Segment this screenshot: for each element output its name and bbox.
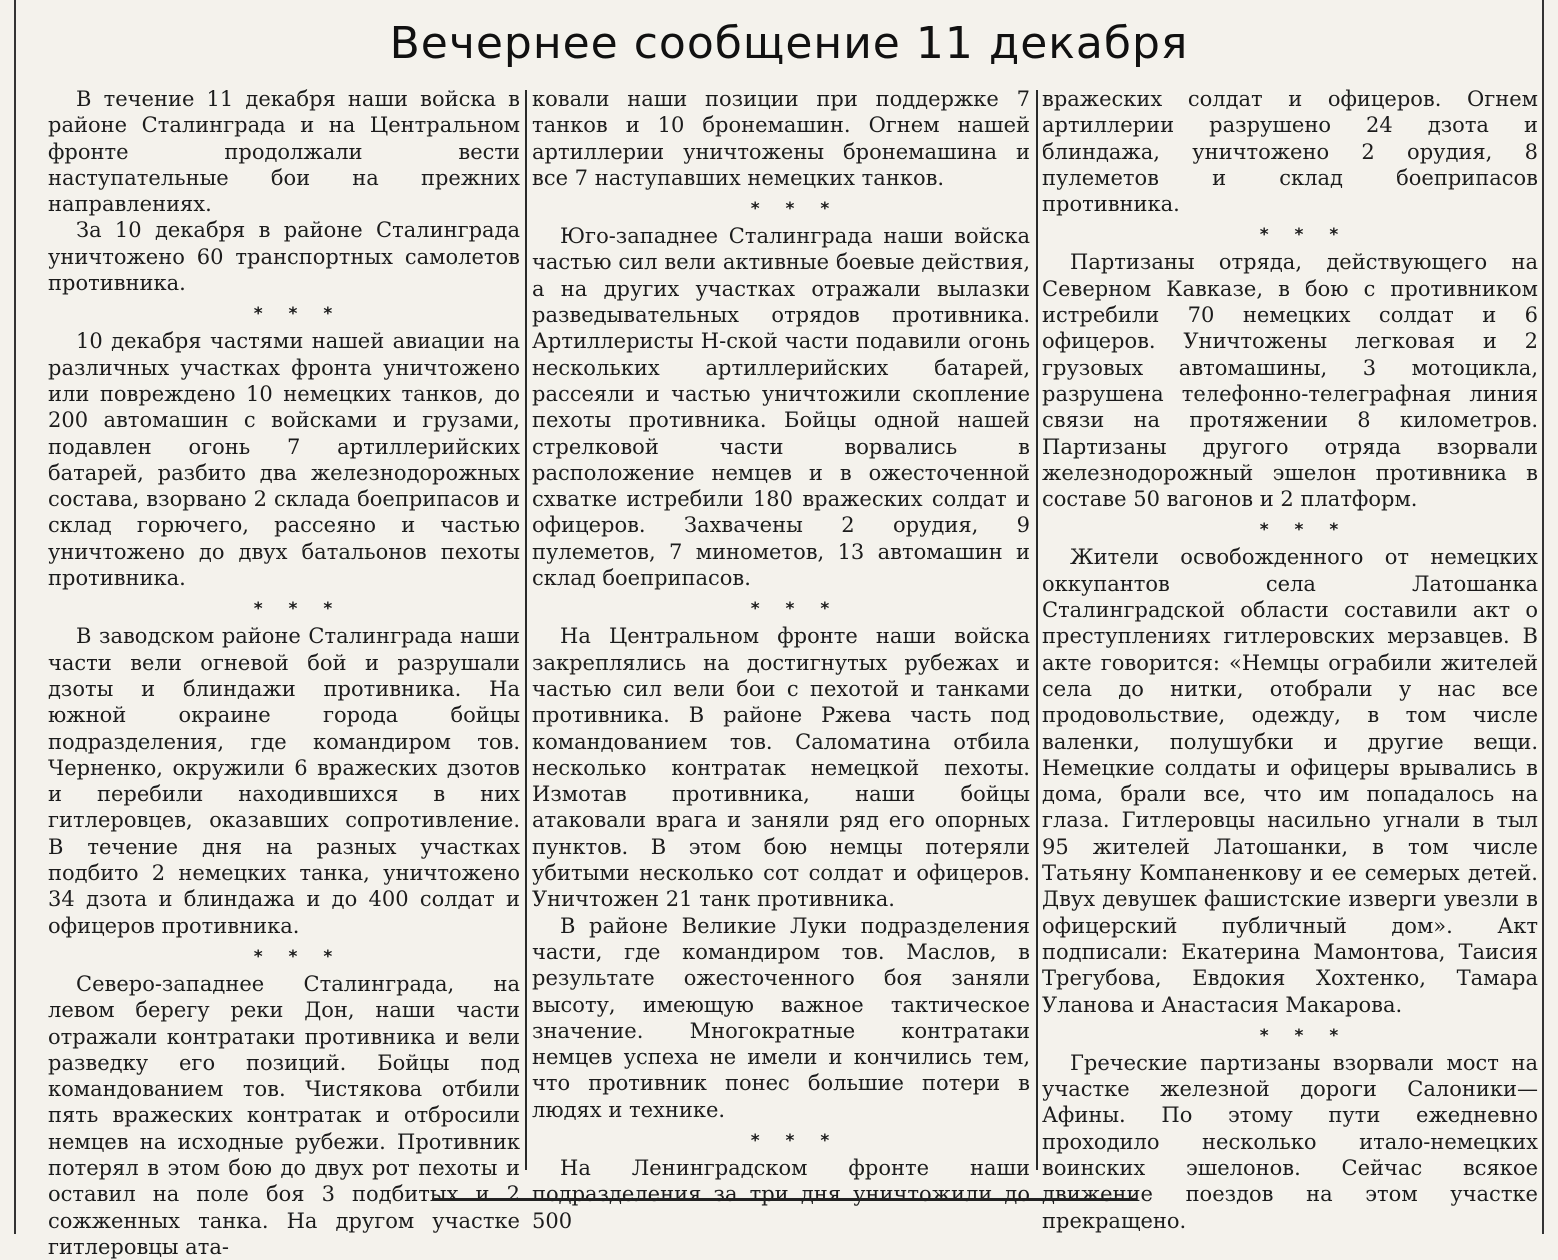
bottom-rule (432, 1198, 1136, 1201)
paragraph: 10 декабря частями нашей авиации на различных участках фронта уничтожено или повреждено 10 немецких танков, до 200 автомашин с войсками и грузами, подавлен огонь 7 артиллерийских батарей, разбито два железнодорожных состава, взорвано 2 склада боеприпасов и склад горючего, рассеяно и частью уничтожено до двух батальонов пехоты противника. (48, 329, 520, 591)
article-column-3 (1042, 86, 1538, 1233)
paragraph: В заводском районе Сталинграда наши части вели огневой бой и разрушали дзоты и блиндажи противника. На южной окраине города бойцы подразделения, где командиром тов. Черненко, окружили 6 вражеских дзотов и перебили находившихся в них гитлеровцев, оказавших сопротивление. В течение дня на разных участках подбито 2 немецких танка, уничтожено 34 дзота и блиндажа и до 400 солдат и офицеров противника. (48, 624, 520, 938)
paragraph: Греческие партизаны взорвали мост на участке железной дороги Салоники—Афины. По этому пути ежедневно проходило несколько итало-немецких воинских эшелонов. Сейчас всякое движение поездов на этом участке прекращено. (1042, 1050, 1538, 1233)
paragraph: В районе Великие Луки подразделения части, где командиром тов. Маслов, в результате ожесточенного боя заняли высоту, имеющую важное тактическое значение. Многократные контратаки немцев успеха не имели и кончились тем, что противник понес большие потери в людях и технике. (532, 913, 1030, 1122)
paragraph: Северо-западнее Сталинграда, на левом берегу реки Дон, наши части отражали контратаки противника и вели разведку его позиций. Бойцы под командованием тов. Чистякова отбили пять вражеских контратак и отбросили немцев на исходные рубежи. Противник потерял в этом бою до двух рот пехоты и оставил на поле боя 3 подбитых и 2 сожженных танка. На другом участке гитлеровцы ата- (48, 971, 520, 1259)
section-separator: * * * (1259, 520, 1349, 541)
section-separator: * * * (750, 199, 840, 220)
section-separator: * * * (253, 304, 343, 325)
left-page-margin (0, 0, 16, 1234)
page-title: Вечернее сообщение 11 декабря (389, 18, 1189, 69)
paragraph: Партизаны отряда, действующего на Северном Кавказе, в бою с противником истребили 70 немецких солдат и 6 офицеров. Уничтожены легковая и 2 грузовых автомашины, 3 мотоцикла, разрушена телефонно-телеграфная линия связи на протяжении 8 километров. Партизаны другого отряда взорвали железнодорожный эшелон противника в составе 50 вагонов и 2 платформ. (1042, 250, 1538, 512)
paragraph: На Центральном фронте наши войска закреплялись на достигнутых рубежах и частью сил вели бои с пехотой и танками противника. В районе Ржева часть под командованием тов. Саломатина отбила несколько контратак немецкой пехоты. Измотав противника, наши бойцы атаковали врага и заняли ряд его опорных пунктов. В этом бою немцы потеряли убитыми несколько сот солдат и офицеров. Уничтожен 21 танк противника. (532, 624, 1030, 912)
section-separator: * * * (750, 599, 840, 620)
paragraph: Юго-западнее Сталинграда наши войска частью сил вели активные боевые действия, а на других участках отражали вылазки разведывательных отрядов противника. Артиллеристы Н-ской части подавили огонь нескольких артиллерийских батарей, рассеяли и частью уничтожили скопление пехоты противника. Бойцы одной нашей стрелковой части ворвались в расположение немцев и в ожесточенной схватке истребили 180 вражеских солдат и офицеров. Захвачены 2 орудия, 9 пулеметов, 7 минометов, 13 автомашин и склад боеприпасов. (532, 224, 1030, 591)
paragraph: За 10 декабря в районе Сталинграда уничтожено 60 транспортных самолетов противника. (48, 218, 520, 296)
section-separator: * * * (750, 1130, 840, 1151)
paragraph: вражеских солдат и офицеров. Огнем артиллерии разрушено 24 дзота и блиндажа, уничтожено 2 орудия, 8 пулеметов и склад боеприпасов противника. (1042, 87, 1538, 217)
section-separator: * * * (253, 599, 343, 620)
paragraph: В течение 11 декабря наши войска в районе Сталинграда и на Центральном фронте продолжали вести наступательные бои на прежних направлениях. (48, 87, 520, 217)
article-column-2 (532, 86, 1030, 1233)
section-separator: * * * (1259, 225, 1349, 246)
column-divider (525, 90, 527, 1170)
paragraph: Жители освобожденного от немецких оккупантов села Латошанка Сталинградской области составили акт о преступлениях гитлеровских мерзавцев. В акте говорится: «Немцы ограбили жителей села до нитки, отобрали у нас все продовольствие, одежду, в том числе валенки, полушубки и другие вещи. Немецкие солдаты и офицеры врывались в дома, брали все, что им попадалось на глаза. Гитлеровцы насильно угнали в тыл 95 жителей Латошанки, в том числе Татьяну Компаненкову и ее семерых детей. Двух девушек фашистские изверги увезли в офицерский публичный дом». Акт подписали: Екатерина Мамонтова, Таисия Трегубова, Евдокия Хохтенко, Тамара Уланова и Анастасия Макарова. (1042, 545, 1538, 1017)
article-column-1 (48, 86, 520, 1259)
section-separator: * * * (253, 946, 343, 967)
paragraph: На Ленинградском фронте наши подразделения за три дня уничтожили до 500 (532, 1155, 1030, 1233)
section-separator: * * * (1259, 1025, 1349, 1046)
column-divider (1036, 90, 1038, 1170)
right-page-margin (1542, 0, 1558, 1234)
paragraph: ковали наши позиции при поддержке 7 танков и 10 бронемашин. Огнем нашей артиллерии уничтожены бронемашина и все 7 наступавших немецких танков. (532, 87, 1030, 190)
